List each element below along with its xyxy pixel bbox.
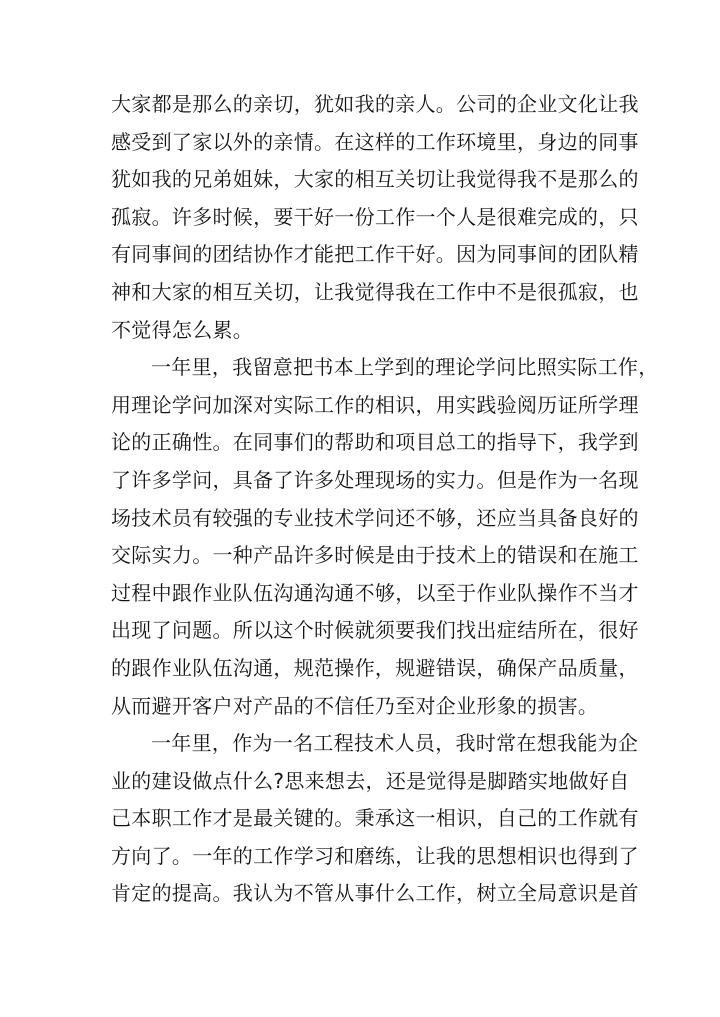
paragraph-1-line-2: 感受到了家以外的亲情。在这样的工作环境里，身边的同事 — [111, 129, 639, 154]
paragraph-1-line-7: 不觉得怎么累。 — [111, 317, 254, 342]
paragraph-3-line-3: 己本职工作才是最关键的。秉承这一相识，自己的工作就有 — [111, 806, 639, 831]
paragraph-3-line-2: 业的建设做点什么?思来想去，还是觉得是脚踏实地做好自 — [111, 768, 630, 793]
paragraph-2-line-4: 了许多学问，具备了许多处理现场的实力。但是作为一名现 — [111, 467, 639, 492]
paragraph-1-line-1: 大家都是那么的亲切，犹如我的亲人。公司的企业文化让我 — [111, 92, 639, 116]
paragraph-1-line-3: 犹如我的兄弟姐妹，大家的相互关切让我觉得我不是那么的 — [111, 167, 639, 192]
document-body — [111, 86, 659, 913]
paragraph-1-line-4: 孤寂。许多时候，要干好一份工作一个人是很难完成的，只 — [111, 204, 639, 229]
paragraph-3-line-4: 方向了。一年的工作学习和磨练，让我的思想相识也得到了 — [111, 843, 639, 868]
paragraph-2-line-3: 论的正确性。在同事们的帮助和项目总工的指导下，我学到 — [111, 430, 639, 455]
paragraph-2-line-8: 出现了问题。所以这个时候就须要我们找出症结所在，很好 — [111, 618, 639, 643]
paragraph-2-line-10: 从而避开客户对产品的不信任乃至对企业形象的损害。 — [111, 693, 599, 718]
paragraph-2-line-6: 交际实力。一种产品许多时候是由于技术上的错误和在施工 — [111, 543, 639, 568]
paragraph-1-line-5: 有同事间的团结协作才能把工作干好。因为同事间的团队精 — [111, 242, 639, 267]
paragraph-3-line-1: 一年里，作为一名工程技术人员，我时常在想我能为企 — [151, 731, 639, 756]
paragraph-2-line-7: 过程中跟作业队伍沟通沟通不够，以至于作业队操作不当才 — [111, 580, 639, 605]
paragraph-2-line-2: 用理论学问加深对实际工作的相识，用实践验阅历证所学理 — [111, 392, 639, 417]
paragraph-1-line-6: 神和大家的相互关切，让我觉得我在工作中不是很孤寂，也 — [111, 279, 639, 304]
paragraph-2-line-9: 的跟作业队伍沟通，规范操作，规避错误，确保产品质量， — [111, 655, 639, 680]
paragraph-2-line-5: 场技术员有较强的专业技术学问还不够，还应当具备良好的 — [111, 505, 639, 530]
paragraph-2-line-1: 一年里，我留意把书本上学到的理论学问比照实际工作， — [151, 355, 659, 380]
paragraph-3-line-5: 肯定的提高。我认为不管从事什么工作，树立全局意识是首 — [111, 881, 639, 906]
